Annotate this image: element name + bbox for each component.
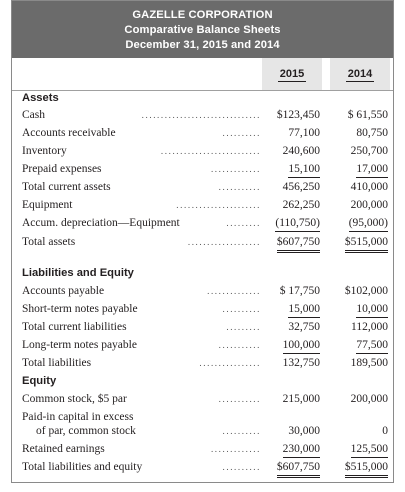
value-2015: $ 17,750 (279, 285, 320, 297)
value-2015: 240,600 (282, 145, 320, 157)
row-label: Total liabilities (22, 357, 92, 369)
row-total-current-assets: Total current assets ........... 456,250 410,000 (22, 181, 388, 193)
value-2014: 125,500 (351, 441, 388, 458)
row-accounts-receivable: Accounts receivable .......... 77,100 80,750 (22, 127, 388, 139)
section-equity: Equity (22, 375, 57, 387)
value-2015: 215,000 (282, 393, 320, 405)
value-2015: 262,250 (282, 199, 320, 211)
row-total-liabilities-and-equity: Total liabilities and equity .......... $607,750 $515,000 (22, 459, 388, 479)
value-2015: 456,250 (282, 181, 320, 193)
value-2014: $102,000 (344, 285, 388, 297)
row-common-stock: Common stock, $5 par ........... 215,000 200,000 (22, 393, 388, 405)
value-2014: (95,000) (349, 215, 388, 232)
header-divider (12, 90, 393, 91)
row-label: Prepaid expenses (22, 163, 102, 175)
value-2014: 112,000 (351, 321, 388, 333)
row-paid-in-capital: Paid-in capital in excess of par, common stock .......... 30,000 0 (22, 411, 388, 437)
row-accum-depreciation: Accum. depreciation—Equipment ......... (110,750) (95,000) (22, 215, 388, 235)
value-2014: 80,750 (356, 127, 388, 139)
value-2015: 15,000 (288, 301, 320, 318)
value-2015: (110,750) (275, 215, 320, 232)
row-label: Accounts payable (22, 285, 105, 297)
value-2015: 132,750 (282, 357, 320, 369)
row-retained-earnings: Retained earnings ............. 230,000 125,500 (22, 441, 388, 461)
company-name: GAZELLE CORPORATION (132, 9, 273, 21)
row-cash: Cash ............................... $123,450 $ 61,550 (22, 109, 388, 121)
row-label: Paid-in capital in excess (22, 411, 134, 423)
value-2015: 100,000 (283, 337, 320, 354)
row-label: Long-term notes payable (22, 339, 137, 351)
column-header-2014: 2014 (347, 68, 373, 80)
row-long-term-notes: Long-term notes payable ........... 100,000 77,500 (22, 337, 388, 357)
statement-date: December 31, 2015 and 2014 (125, 39, 280, 51)
row-label: Equipment (22, 199, 73, 211)
statement-title: Comparative Balance Sheets (124, 24, 281, 36)
row-label: Retained earnings (22, 443, 105, 455)
row-short-term-notes: Short-term notes payable .......... 15,000 10,000 (22, 301, 388, 321)
value-2014: 250,700 (350, 145, 388, 157)
row-label: Short-term notes payable (22, 303, 138, 315)
balance-sheet (11, 0, 394, 483)
value-2015: $607,750 (277, 459, 320, 478)
statement-header (12, 1, 393, 58)
row-label: Total current liabilities (22, 321, 127, 333)
row-label: Accum. depreciation—Equipment (22, 217, 180, 229)
value-2014: 77,500 (356, 337, 388, 354)
row-inventory: Inventory .......................... 240,600 250,700 (22, 145, 388, 157)
value-2014: 200,000 (350, 199, 388, 211)
value-2014: 10,000 (356, 301, 388, 318)
value-2015: $123,450 (276, 109, 320, 121)
section-liabilities-and-equity: Liabilities and Equity (22, 267, 134, 279)
value-2015: $607,750 (277, 234, 320, 253)
row-label: Total current assets (22, 181, 111, 193)
row-label: Common stock, $5 par (22, 393, 127, 405)
row-label: Inventory (22, 145, 67, 157)
row-label: Cash (22, 109, 45, 121)
row-accounts-payable: Accounts payable .............. $ 17,750 $102,000 (22, 285, 388, 297)
row-label: Total liabilities and equity (22, 461, 143, 473)
row-prepaid-expenses: Prepaid expenses ............. 15,100 17,000 (22, 161, 388, 181)
row-label-continued: of par, common stock (36, 425, 136, 437)
column-header-2015: 2015 (279, 68, 305, 80)
value-2015: 15,100 (288, 161, 320, 178)
row-label: Accounts receivable (22, 127, 116, 139)
value-2014: $ 61,550 (347, 109, 388, 121)
value-2015: 77,100 (288, 127, 320, 139)
value-2014: $515,000 (345, 459, 388, 478)
row-total-assets: Total assets ................... $607,750 $515,000 (22, 234, 388, 254)
section-assets: Assets (22, 92, 59, 104)
value-2014: 17,000 (356, 161, 388, 178)
value-2014: 189,500 (350, 357, 388, 369)
value-2015: 30,000 (288, 425, 320, 437)
value-2015: 230,000 (283, 441, 320, 458)
value-2014: 410,000 (350, 181, 388, 193)
row-label: Total assets (22, 236, 76, 248)
row-total-liabilities: Total liabilities ................ 132,750 189,500 (22, 357, 388, 369)
row-equipment: Equipment ...................... 262,250 200,000 (22, 199, 388, 211)
value-2014: 200,000 (350, 393, 388, 405)
value-2015: 32,750 (288, 321, 320, 333)
value-2014: $515,000 (345, 234, 388, 253)
value-2014: 0 (382, 425, 388, 437)
row-total-current-liabilities: Total current liabilities ......... 32,750 112,000 (22, 321, 388, 333)
